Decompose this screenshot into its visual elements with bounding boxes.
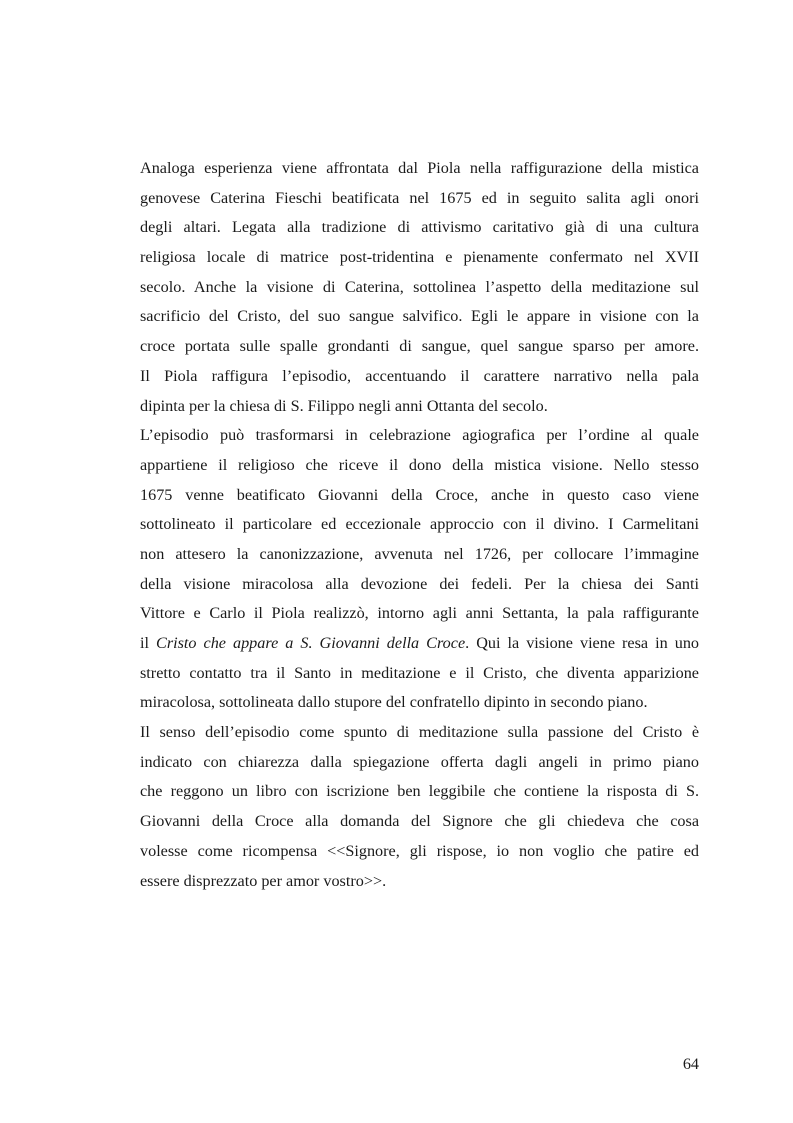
text-line: volesse come ricompensa <<Signore, gli rispose, io non voglio che patire ed xyxy=(140,841,699,860)
text-line: secolo. Anche la visione di Caterina, sottolinea l’aspetto della meditazione sul xyxy=(140,277,699,296)
text-line: sacrificio del Cristo, del suo sangue salvifico. Egli le appare in visione con la xyxy=(140,307,699,326)
text-line: 1675 venne beatificato Giovanni della Croce, anche in questo caso viene xyxy=(140,485,699,504)
text-line: sottolineato il particolare ed eccezionale approccio con il divino. I Carmelitani xyxy=(140,515,699,534)
text-line: L’episodio può trasformarsi in celebrazione agiografica per l’ordine al quale xyxy=(140,426,699,445)
text-line-with-title xyxy=(140,629,699,659)
page-number: 64 xyxy=(682,1055,699,1073)
text-line: Giovanni della Croce alla domanda del Signore che gli chiedeva che cosa xyxy=(140,812,699,831)
text-line: degli altari. Legata alla tradizione di attivismo caritativo già di una cultura xyxy=(140,218,699,237)
text-line: della visione miracolosa alla devozione dei fedeli. Per la chiesa dei Santi xyxy=(140,574,699,593)
text-line: essere disprezzato per amor vostro>>. xyxy=(140,871,387,890)
text-line: che reggono un libro con iscrizione ben leggibile che contiene la risposta di S. xyxy=(140,782,699,801)
text-line: Il Piola raffigura l’episodio, accentuando il carattere narrativo nella pala xyxy=(140,366,699,385)
text-line: non attesero la canonizzazione, avvenuta nel 1726, per collocare l’immagine xyxy=(140,544,699,563)
text-line: religiosa locale di matrice post-tridentina e pienamente confermato nel XVII xyxy=(140,248,699,267)
text-line: Analoga esperienza viene affrontata dal Piola nella raffigurazione della mistica xyxy=(140,159,699,177)
text-line: Vittore e Carlo il Piola realizzò, intorno agli anni Settanta, la pala raffigurante xyxy=(140,604,699,623)
artwork-title: Cristo che appare a S. Giovanni della Croce xyxy=(156,634,466,652)
text-fragment: . Qui la visione viene resa in uno xyxy=(465,634,699,652)
text-fragment: il xyxy=(140,634,157,652)
text-line: genovese Caterina Fieschi beatificata nel 1675 ed in seguito salita agli onori xyxy=(140,188,699,207)
text-line: appartiene il religioso che riceve il dono della mistica visione. Nello stesso xyxy=(140,455,699,474)
text-line: indicato con chiarezza dalla spiegazione offerta dagli angeli in primo piano xyxy=(140,752,699,771)
text-line: dipinta per la chiesa di S. Filippo negli anni Ottanta del secolo. xyxy=(140,396,548,415)
text-line: croce portata sulle spalle grondanti di sangue, quel sangue sparso per amore. xyxy=(140,337,699,356)
text-line: Il senso dell’episodio come spunto di meditazione sulla passione del Cristo è xyxy=(140,723,699,742)
body-text xyxy=(140,154,699,896)
text-line: miracolosa, sottolineata dallo stupore del confratello dipinto in secondo piano. xyxy=(140,693,648,712)
text-line: stretto contatto tra il Santo in meditazione e il Cristo, che diventa apparizione xyxy=(140,663,699,682)
